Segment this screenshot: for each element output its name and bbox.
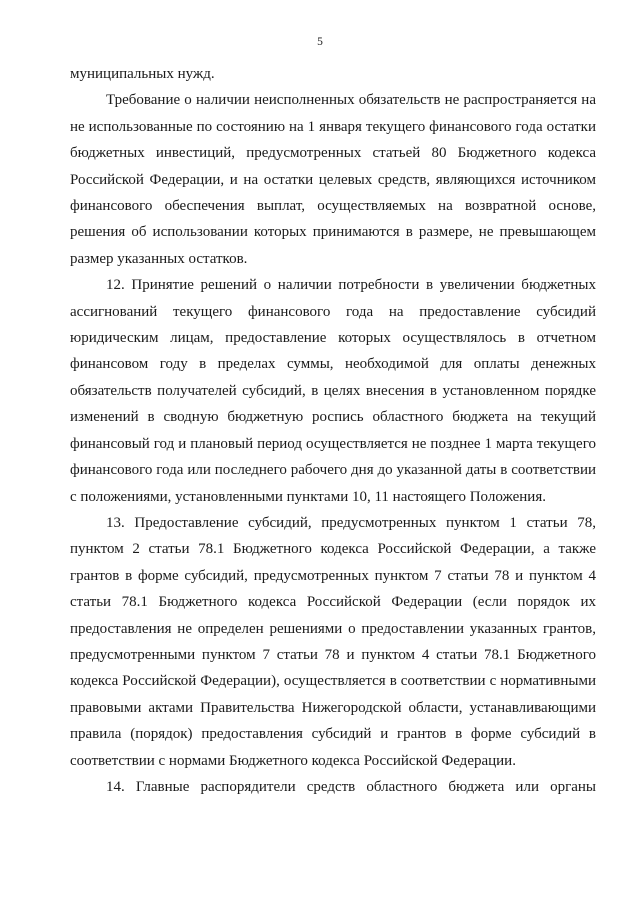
- paragraph-item-13: 13. Предоставление субсидий, предусмотренных пунктом 1 статьи 78, пунктом 2 статьи 78.1 Бюджетного кодекса Российской Федерации, а также грантов в форме субсидий, предусмотренных пунктом 7 статьи 78 и пунктом 4 статьи 78.1 Бюджетного кодекса Российской Федерации (если порядок их предоставления не определен решениями о предоставлении указанных грантов, предусмотренными пунктом 7 статьи 78 и пунктом 4 статьи 78.1 Бюджетного кодекса Российской Федерации), осуществляется в соответствии с нормативными правовыми актами Правительства Нижегородской области, устанавливающими правила (порядок) предоставления субсидий и грантов в форме субсидий в соответствии с нормами Бюджетного кодекса Российской Федерации.: [70, 514, 596, 769]
- document-body: [70, 61, 596, 800]
- paragraph-requirement: Требование о наличии неисполненных обязательств не распространяется на не использованные по состоянию на 1 января текущего финансового года остатки бюджетных инвестиций, предусмотренных статьей 80 Бюджетного кодекса Российской Федерации, и на остатки целевых средств, являющихся источником финансового обеспечения выплат, осуществляемых на возвратной основе, решения об использовании которых принимаются в размере, не превышающем размер указанных остатков.: [70, 92, 596, 267]
- paragraph-item-12: 12. Принятие решений о наличии потребности в увеличении бюджетных ассигнований текущего финансового года на предоставление субсидий юридическим лицам, предоставление которых осуществлялось в отчетном финансовом году в пределах суммы, необходимой для оплаты денежных обязательств получателей субсидий, в целях внесения в установленном порядке изменений в сводную бюджетную роспись областного бюджета на текущий финансовый год и плановый период осуществляется не позднее 1 марта текущего финансового года или последнего рабочего дня до указанной даты в соответствии с положениями, установленными пунктами 10, 11 настоящего Положения.: [70, 277, 596, 505]
- page-number: 5: [317, 36, 323, 48]
- paragraph-item-14: 14. Главные распорядители средств областного бюджета или органы: [106, 778, 596, 795]
- paragraph-continuation: муниципальных нужд.: [70, 66, 215, 82]
